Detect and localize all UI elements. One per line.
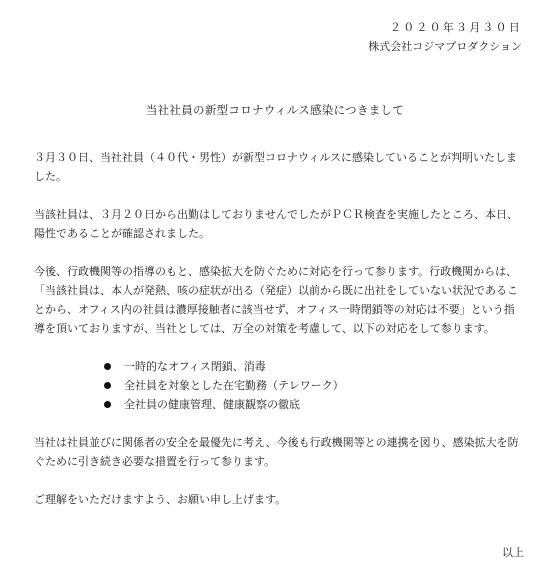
document-header bbox=[368, 18, 522, 56]
bullet-dot-icon bbox=[104, 363, 111, 370]
paragraph-pcr-result: 当該社員は、３月２０日から出勤はしておりませんでしたがＰＣＲ検査を実施したところ、本日、陽性であることが確認されました。 bbox=[34, 208, 518, 240]
list-item bbox=[104, 376, 520, 395]
release-date: ２０２０年３月３０日 bbox=[390, 21, 522, 34]
paragraph-announcement: ３月３０日、当社社員（４０代・男性）が新型コロナウィルスに感染していることが判明いたしました。 bbox=[34, 151, 518, 183]
document-title: 当社社員の新型コロナウィルス感染につきまして bbox=[145, 103, 405, 117]
bullet-dot-icon bbox=[104, 382, 111, 389]
company-name: 株式会社コジマプロダクション bbox=[368, 40, 522, 53]
closing-mark: 以上 bbox=[502, 546, 524, 559]
list-item bbox=[104, 357, 520, 376]
document-body bbox=[34, 148, 520, 528]
list-item-text: 一時的なオフィス閉鎖、消毒 bbox=[124, 360, 266, 373]
measures-list bbox=[34, 357, 520, 414]
paragraph-response-policy: 今後、行政機関等の指導のもと、感染拡大を防ぐために対応を行って参ります。行政機関からは、「当該社員は、本人が発熱、咳の症状が出る（発症）以前から既に出社をしていない状況であることから、オフィス内の社員は濃厚接触者に該当せず、オフィス一時閉鎖等の対応は不要」という指導を頂いておりますが、当社としては、万全の対策を考慮して、以下の対応をして参ります。 bbox=[34, 265, 518, 335]
paragraph-request-understanding: ご理解をいただけますよう、お願い申し上げます。 bbox=[34, 493, 287, 506]
list-item bbox=[104, 395, 520, 414]
paragraph-continued-measures: 当社は社員並びに関係者の安全を最優先に考え、今後も行政機関等との連携を図り、感染拡大を防ぐために引き続き必要な措置を行って参ります。 bbox=[34, 436, 519, 468]
list-item-text: 全社員の健康管理、健康観察の徹底 bbox=[124, 398, 300, 411]
bullet-dot-icon bbox=[104, 401, 111, 408]
list-item-text: 全社員を対象とした在宅勤務（テレワーク） bbox=[124, 379, 344, 392]
